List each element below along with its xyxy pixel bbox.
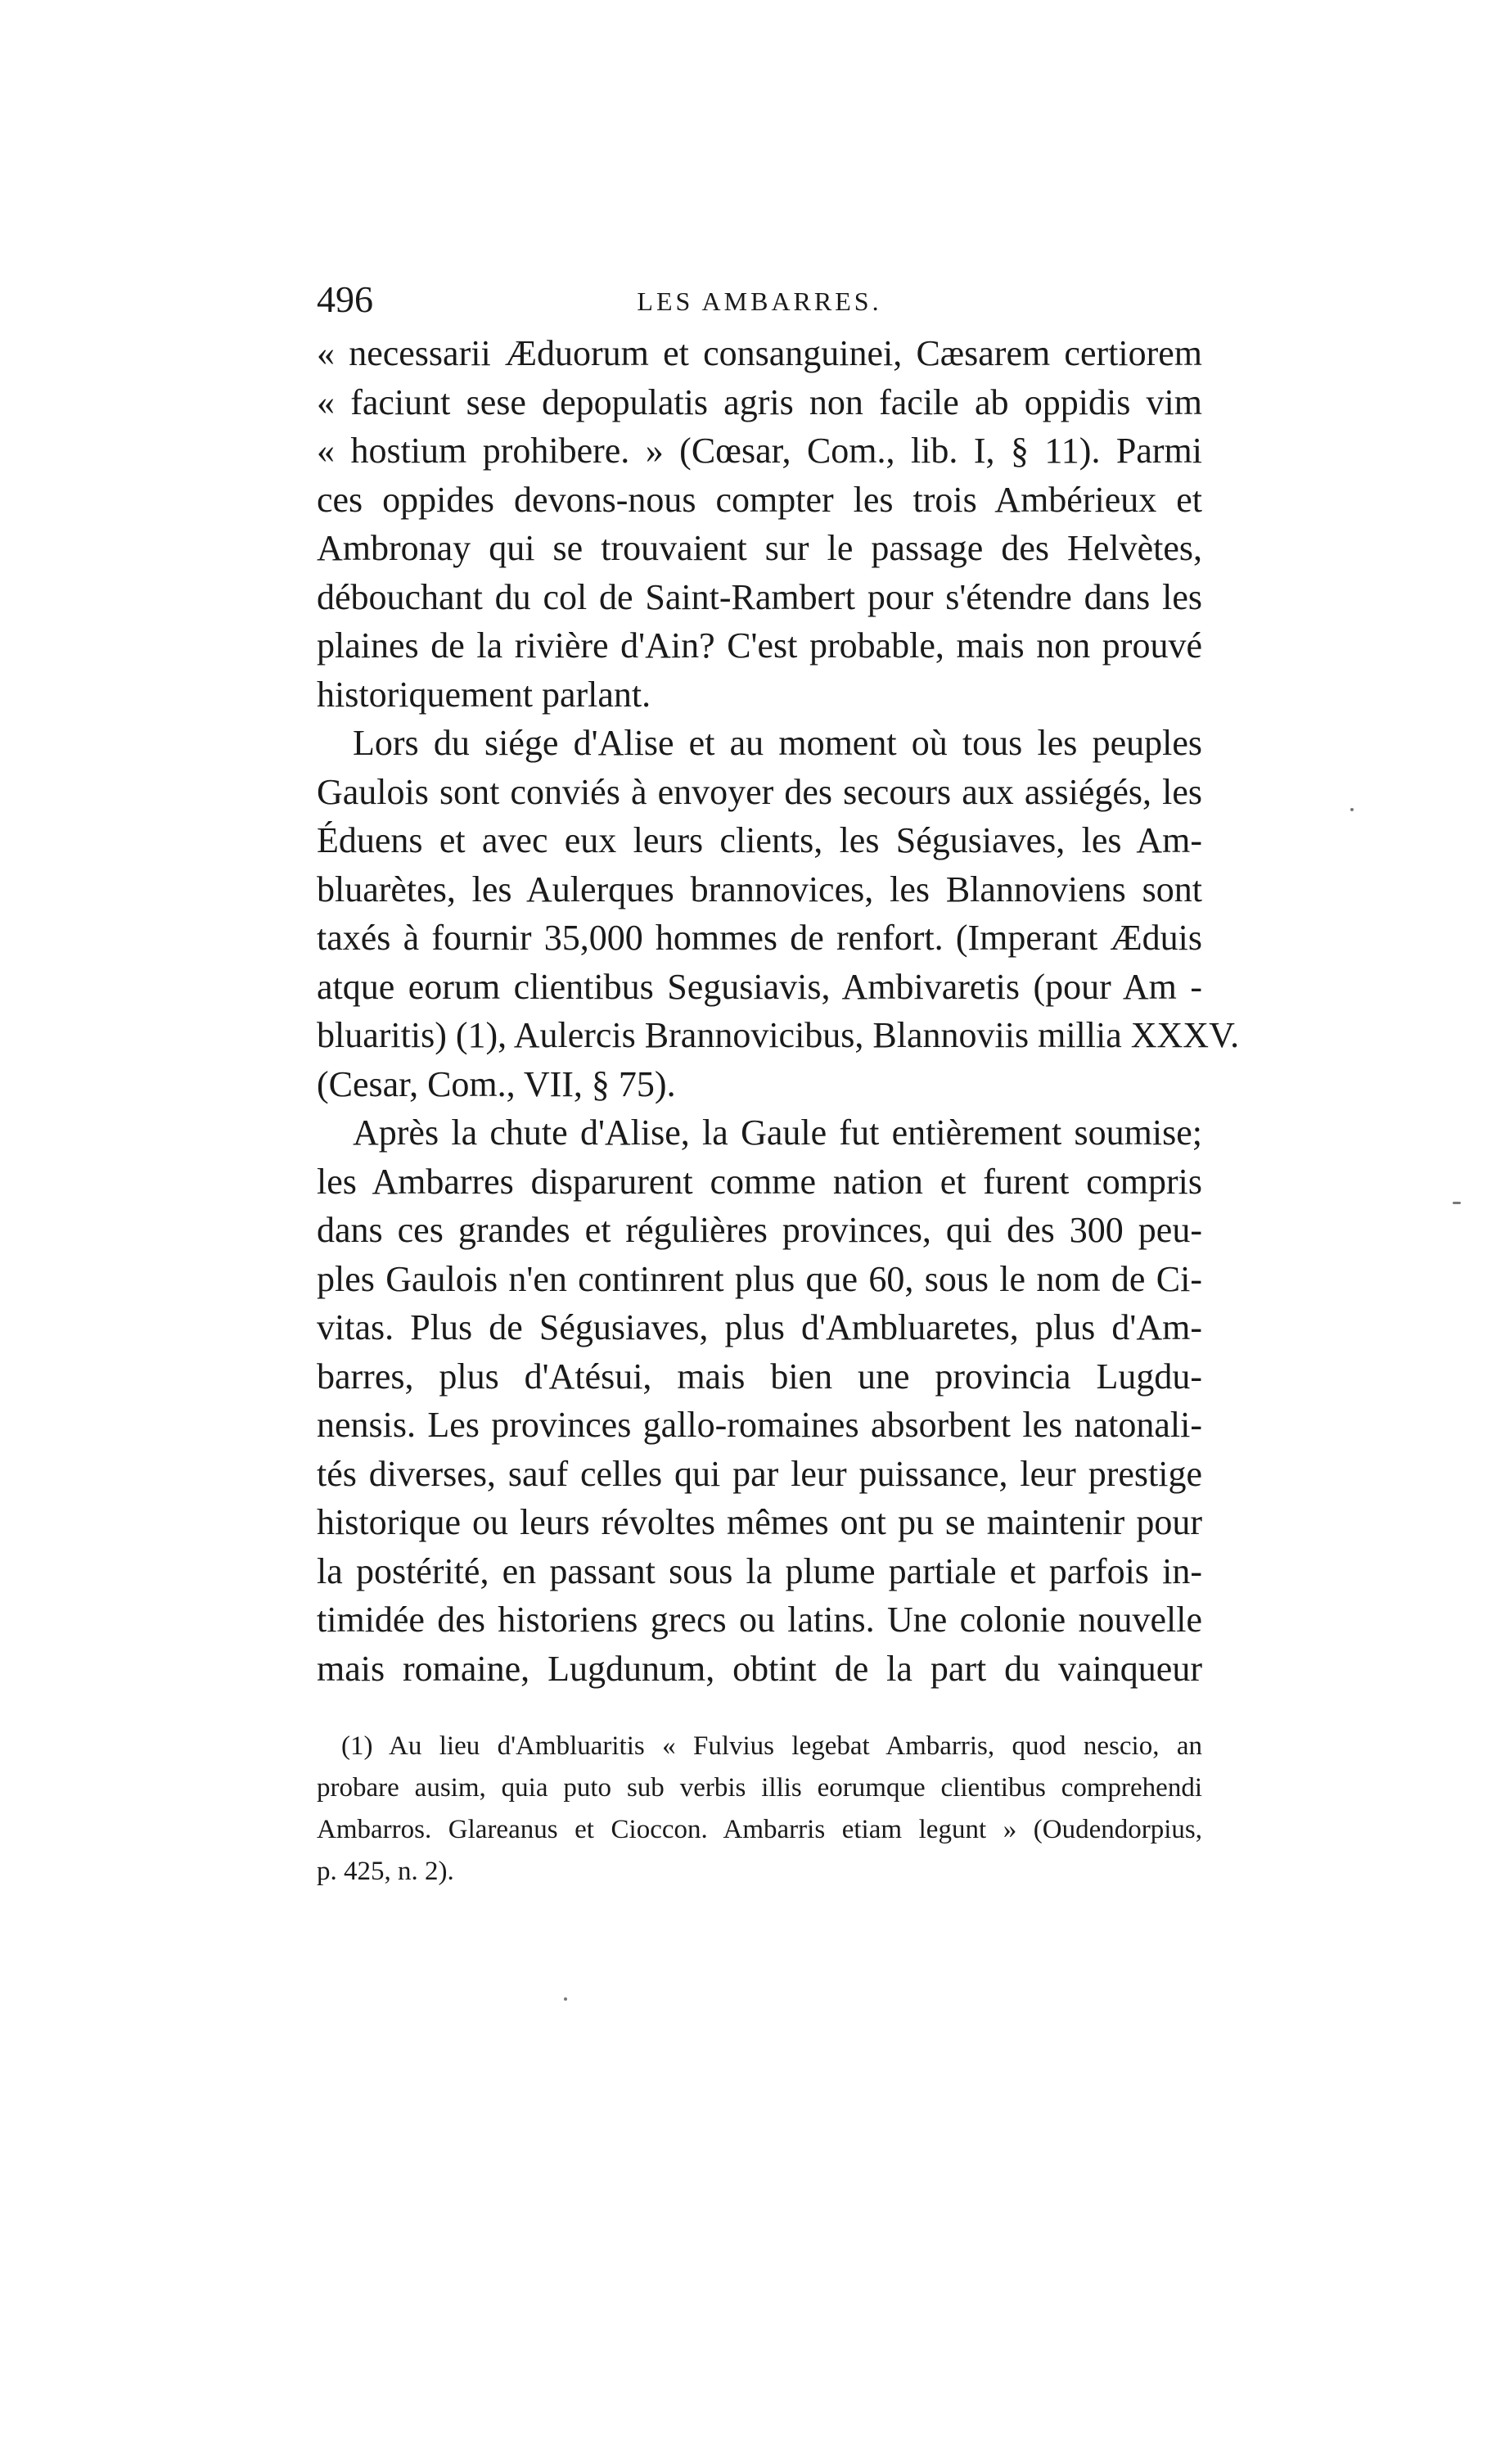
text-line: Après la chute d'Alise, la Gaule fut entièrement soumise; — [353, 1112, 1202, 1153]
running-title: LES AMBARRES. — [637, 287, 882, 316]
text-line: débouchant du col de Saint-Rambert pour s'étendre dans les — [317, 576, 1202, 617]
text-line: bluaritis) (1), Aulercis Brannovicibus, Blannoviis millia XXXV. — [317, 1015, 1240, 1055]
footnote-line: probare ausim, quia puto sub verbis illis eorumque clientibus comprehendi — [317, 1773, 1202, 1803]
text-line: tés diverses, sauf celles qui par leur puissance, leur prestige — [317, 1453, 1202, 1494]
text-line: nensis. Les provinces gallo-romaines absorbent les natonali- — [317, 1405, 1202, 1445]
scan-speck — [1350, 808, 1354, 811]
footnotes — [317, 1726, 1202, 1893]
text-line: dans ces grandes et régulières provinces, qui des 300 peu- — [317, 1210, 1202, 1250]
page-header — [317, 275, 1202, 324]
text-line: « faciunt sese depopulatis agris non facile ab oppidis vim — [317, 381, 1202, 422]
text-line: mais romaine, Lugdunum, obtint de la part du vainqueur — [317, 1648, 1202, 1689]
text-line: ples Gaulois n'en continrent plus que 60, sous le nom de Ci- — [317, 1258, 1202, 1299]
text-line: historique ou leurs révoltes mêmes ont pu se maintenir pour — [317, 1502, 1202, 1542]
footnote-line: p. 425, n. 2). — [317, 1857, 454, 1886]
text-line: Éduens et avec eux leurs clients, les Ségusiaves, les Am- — [317, 820, 1202, 860]
text-line: la postérité, en passant sous la plume partiale et parfois in- — [317, 1550, 1202, 1591]
text-line: Lors du siége d'Alise et au moment où tous les peuples — [353, 723, 1202, 763]
page-number: 496 — [317, 278, 373, 320]
footnote-line: Ambarros. Glareanus et Cioccon. Ambarris etiam legunt » (Oudendorpius, — [317, 1815, 1202, 1844]
text-line: « hostium prohibere. » (Cœsar, Com., lib. I, § 11). Parmi — [317, 431, 1202, 471]
text-line: taxés à fournir 35,000 hommes de renfort. (Imperant Æduis — [317, 918, 1202, 958]
text-line: « necessarii Æduorum et consanguinei, Cæsarem certiorem — [317, 333, 1202, 373]
text-line: bluarètes, les Aulerques brannovices, les Blannoviens sont — [317, 869, 1202, 909]
text-line: ces oppides devons-nous compter les trois Ambérieux et — [317, 479, 1202, 520]
footnote-line: (1) Au lieu d'Ambluaritis « Fulvius legebat Ambarris, quod nescio, an — [341, 1731, 1202, 1761]
text-line: atque eorum clientibus Segusiavis, Ambivaretis (pour Am - — [317, 966, 1202, 1007]
text-line: Gaulois sont conviés à envoyer des secours aux assiégés, les — [317, 771, 1202, 812]
text-line: plaines de la rivière d'Ain? C'est probable, mais non prouvé — [317, 625, 1202, 666]
text-line: vitas. Plus de Ségusiaves, plus d'Ambluaretes, plus d'Am- — [317, 1307, 1202, 1347]
body-text — [317, 329, 1240, 1693]
text-line: (Cesar, Com., VII, § 75). — [317, 1063, 676, 1104]
text-line: Ambronay qui se trouvaient sur le passage des Helvètes, — [317, 528, 1202, 568]
scan-speck — [564, 1997, 567, 2001]
text-line: timidée des historiens grecs ou latins. Une colonie nouvelle — [317, 1600, 1202, 1640]
scan-speck — [1453, 1202, 1461, 1204]
text-line: barres, plus d'Atésui, mais bien une provincia Lugdu- — [317, 1356, 1202, 1397]
text-line: les Ambarres disparurent comme nation et furent compris — [317, 1161, 1202, 1202]
text-line: historiquement parlant. — [317, 674, 651, 715]
